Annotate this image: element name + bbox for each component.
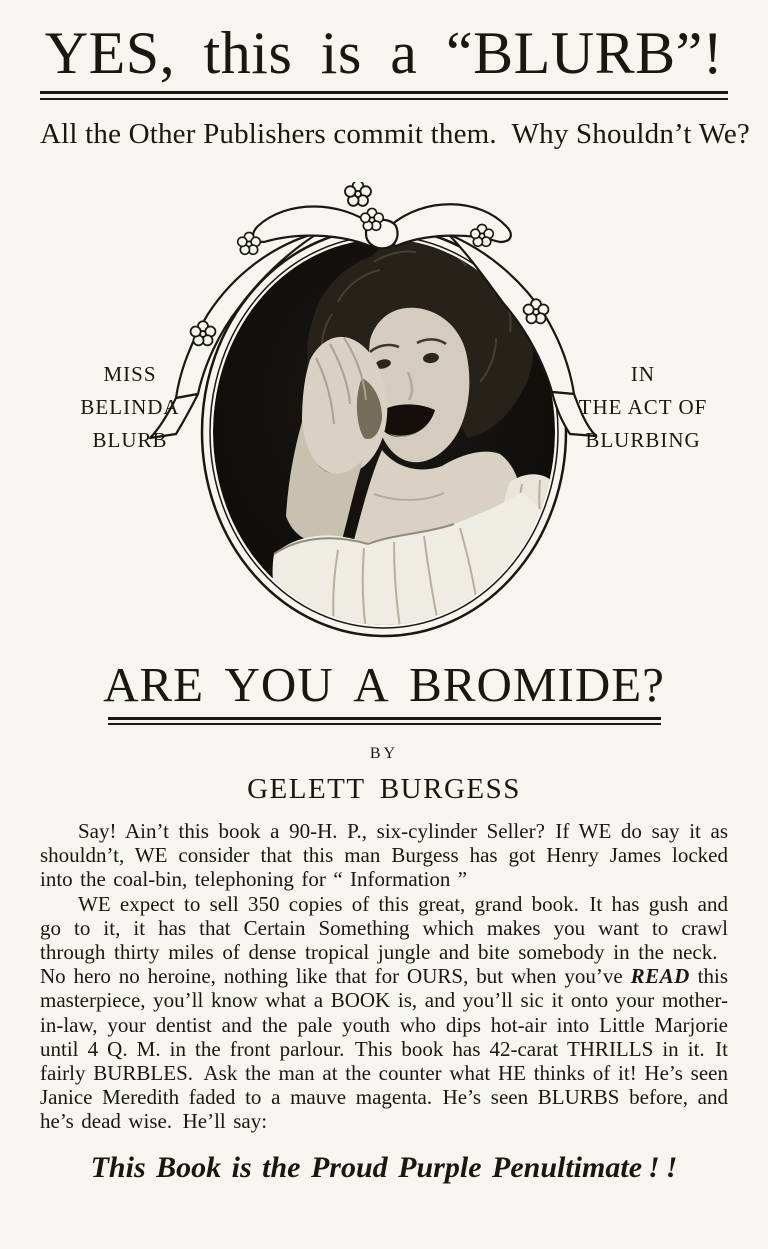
tagline: This Book is the Proud Purple Penultimate ! ! bbox=[90, 1150, 678, 1184]
paragraph-2-start: WE expect to sell 350 copies of this great, grand book. It has gush and go to it, it has that Certain Something which makes you want to crawl through thirty miles of dense tropical jungle and bite somebody in the neck. No hero no heroine, nothing like that for OURS, but when you’ve bbox=[40, 891, 728, 989]
flower-icon bbox=[361, 208, 384, 230]
caption-line: BELINDA bbox=[80, 395, 180, 419]
caption-miss-belinda-blurb bbox=[55, 358, 205, 457]
portrait-figure bbox=[0, 152, 768, 646]
headline-double-rule bbox=[40, 91, 728, 100]
caption-line: MISS bbox=[103, 362, 157, 386]
caption-line: BLURBING bbox=[585, 428, 701, 452]
paragraph-1: Say! Ain’t this book a 90-H. P., six-cylinder Seller? If WE do say it as shouldn’t, WE consider that this man Burgess has got Henry James locked into the coal-bin, telephoning for “ Information ” bbox=[40, 819, 728, 892]
caption-line: THE ACT OF bbox=[578, 395, 708, 419]
page-headline: YES, this is a “BLURB”! bbox=[44, 20, 724, 86]
read-emphasis: READ bbox=[630, 964, 690, 989]
title-double-rule bbox=[108, 717, 661, 725]
page-subheadline: All the Other Publishers commit them. Why Shouldn’t We? bbox=[40, 118, 750, 150]
paragraph-2-end: this masterpiece, you’ll know what a BOOK is, and you’ll sic it onto your mother-in-law, your dentist and the pale youth who dips hot-air into Little Marjorie until 4 Q. M. in the front parlour. This book has 42-carat THRILLS in it. It fairly BURBLES. Ask the man at the counter what HE thinks of it! He’s seen Janice Meredith faded to a mauve magenta. He’s seen BLURBS before, and he’s dead wise. He’ll say: bbox=[40, 964, 728, 1134]
author-name: GELETT BURGESS bbox=[247, 773, 521, 805]
body-copy bbox=[40, 819, 728, 1134]
caption-line: IN bbox=[630, 362, 656, 386]
book-title: ARE YOU A BROMIDE? bbox=[103, 657, 665, 712]
byline: BY bbox=[369, 745, 399, 762]
caption-in-the-act-of-blurbing bbox=[558, 358, 728, 457]
caption-line: BLURB bbox=[92, 428, 168, 452]
flower-icon bbox=[345, 182, 371, 206]
paragraph-2 bbox=[40, 892, 728, 1134]
